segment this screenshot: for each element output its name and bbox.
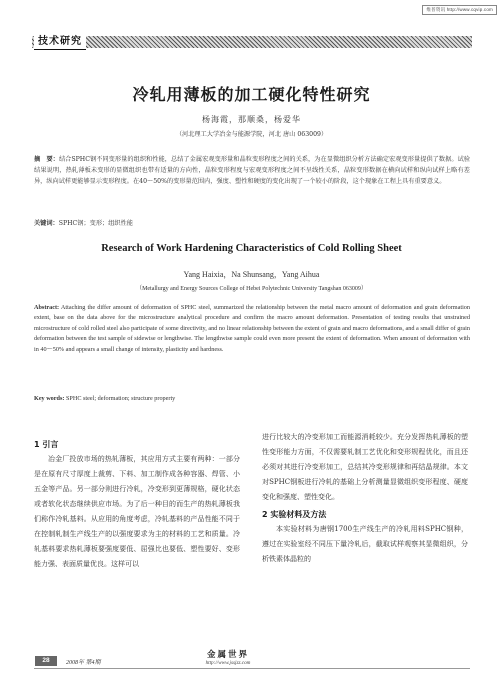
body-paragraph: 冶金厂投放市场的热轧薄板，其应用方式主要有两种：一部分是在原有尺寸厚度上裁剪、下料、加工制作成各种容器、焊管、小五金等产品。另一部分则进行冷轧，冷变形到更薄规格，硬化状态或者软化状态继续供应市场。为了后一种目的而生产的热轧薄板我们称作冷轧基料。从应用的角度考虑，冷轧基料的产品性能不同于在控制轧制生产线生产的以强度要求为主的材料的工艺和质量。冷轧基料要求热轧薄板要强度要低、屈强比也要低、塑性要好、变形能力强、表面质量优良。这样可以 xyxy=(34,455,240,568)
keywords-en-text: SPHC steel; deformation; structure property xyxy=(64,395,176,402)
abstract-en-text: Attaching the differ amount of deformation of SPHC steel, summarized the relationship between the metal macro amount of deformation and grain deformation extent, base on the data above for the microstructure analytical procedure and confirm the macro amount deformation. Presentation of testing results that unstrained microstructure of cold rolled steel also participate of some directivity, and no linear relationship between the extent of grain and macro deformations, and a small differ of grain deformation between the test sample of sidewise or lengthwise. The lengthwise sample could even more present the extent of deformation. When amount of deformation with in 40～50% and appears a small change of intensity, plasticity and hardness. xyxy=(34,304,470,353)
keywords-en-label: Key words: xyxy=(34,395,65,402)
watermark: 维普资讯 http://www.cqvip.com xyxy=(422,5,497,15)
abstract-cn-label: 摘 要： xyxy=(34,156,59,163)
section-heading-introduction: 1 引言 xyxy=(34,440,59,449)
paper-title-en: Research of Work Hardening Characteristics of Cold Rolling Sheet xyxy=(101,243,402,254)
affiliation-en: （Metallurgy and Energy Sources College of Hebei Polytechnic University Tangshan 063009） xyxy=(136,286,367,292)
body-paragraph: 本实验材料为唐钢1700生产线生产的冷轧用料SPHC钢种，遵过在实验室经不同压下量冷轧后，截取试样观察其显微组织，分析铁素体晶粒的 xyxy=(262,525,468,563)
section-banner-stripe xyxy=(32,36,472,48)
abstract-cn-text: 结合SPHC钢不同变形量的组织和性能，总结了金属宏观变形量和晶粒变形程度之间的关系，为在显微组织分析方法确定宏观变形量提供了数据。试验结果说明，热轧薄板未变形的显微组织也带有适量的方向性，晶粒变形程度与宏观变形程度之间不呈线性关系，晶粒变形数据在横向试样和纵向试样上略有差异，纵向试样更能够显示变形程度。在40～50%的变形量范围内，强度、塑性和硬度的变化出现了一个较小的阶段，这个现象在工程上具有重要意义。 xyxy=(34,156,471,186)
authors-en: Yang Haixia，Na Shunsang，Yang Aihua xyxy=(183,270,320,279)
keywords-cn-text: SPHC钢；变形；组织性能 xyxy=(58,220,133,227)
footer-rule xyxy=(34,668,470,669)
abstract-en xyxy=(34,303,470,355)
affiliation-cn: （河北理工大学冶金与能源学院，河北 唐山 063009） xyxy=(175,131,328,138)
body-paragraph-continued: 进行比较大的冷变形加工而能源消耗较少。充分发挥热轧薄板的塑性变形能力方面，不仅需要轧制工艺优化和变形规程优化，而且还必须对其进行冷变形加工，总结其冷变形规律和再结晶规律。本文对SPHC钢板进行冷轧的基础上分析测量显微组织变形程度、硬度变化和强度、塑性变化。 xyxy=(262,433,468,501)
journal-url: http://www.jssjzz.com xyxy=(205,660,251,666)
journal-issue: 2008年 第4期 xyxy=(66,660,101,666)
keywords-cn-label: 关键词： xyxy=(34,220,59,227)
authors-cn: 杨海霞，那顺桑，杨爱华 xyxy=(202,115,301,124)
page-number: 28 xyxy=(35,656,57,666)
journal-logo: 金属世界 xyxy=(206,650,249,660)
section-heading-materials: 2 实验材料及方法 xyxy=(262,510,327,519)
abstract-en-label: Abstract: xyxy=(34,304,60,311)
section-banner-label: 技术研究 xyxy=(34,35,86,49)
keywords-cn xyxy=(34,219,470,229)
body-column-left xyxy=(34,430,240,572)
body-column-right xyxy=(262,430,468,567)
keywords-en xyxy=(34,394,470,404)
abstract-cn xyxy=(34,154,470,188)
paper-title-cn: 冷轧用薄板的加工硬化特性研究 xyxy=(132,85,371,104)
